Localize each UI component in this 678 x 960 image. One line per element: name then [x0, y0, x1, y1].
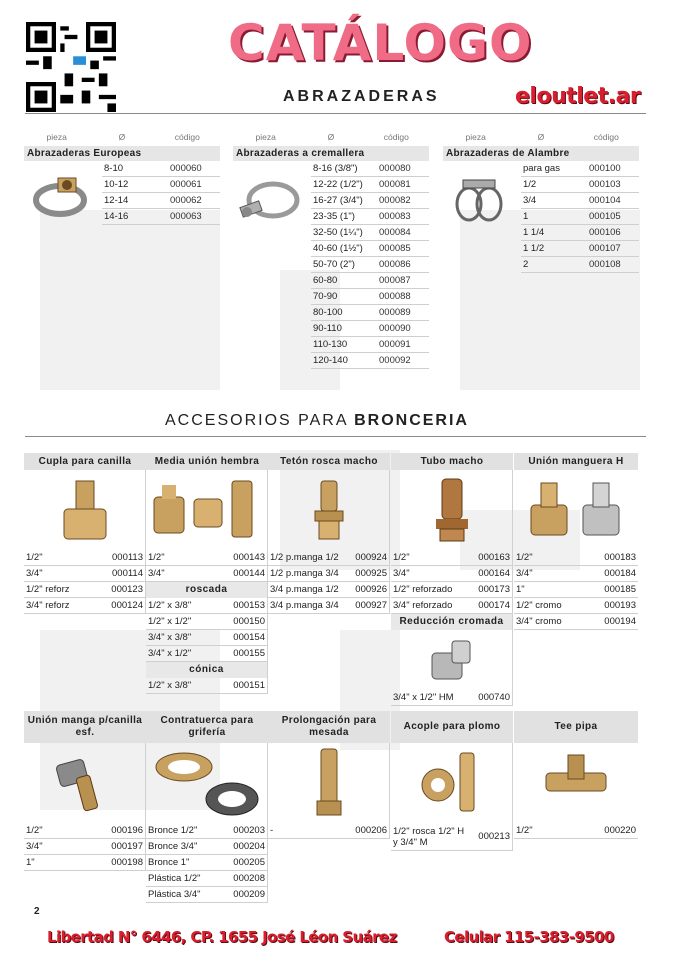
cell-pieza: 1/2"	[516, 552, 533, 563]
table-row	[24, 550, 146, 566]
cell-pieza: 8-10	[104, 163, 124, 174]
product-contratuerca	[146, 711, 268, 903]
cell-pieza: 10-12	[104, 179, 129, 190]
cell-pieza: 3/4" reforz	[26, 600, 70, 611]
cremallera-clamp-image	[237, 168, 303, 228]
table-row	[146, 646, 268, 662]
col-header-diametro: Ø	[327, 132, 335, 142]
tee-image	[536, 745, 616, 821]
prolongacion-image	[309, 745, 349, 821]
cell-codigo: 000144	[233, 568, 265, 579]
cell-pieza: 3/4 p.manga 3/4	[270, 600, 339, 611]
product-tee-pipa	[514, 711, 638, 839]
cell-codigo: 000082	[379, 195, 411, 206]
cell-pieza: 1/2"	[26, 552, 43, 563]
cell-codigo: 000927	[355, 600, 387, 611]
col-header-diametro: Ø	[118, 132, 126, 142]
table-row	[268, 566, 390, 582]
product-title: Tee pipa	[514, 711, 638, 743]
cell-codigo: 000113	[112, 552, 143, 563]
cell-codigo: 000150	[233, 616, 265, 627]
cell-pieza: -	[270, 825, 274, 836]
table-row	[24, 582, 146, 598]
table-row	[311, 353, 429, 369]
cell-pieza: 32-50 (1¼")	[313, 227, 363, 238]
union-manga-image	[50, 748, 120, 818]
cell-pieza: 23-35 (1")	[313, 211, 355, 222]
cell-pieza: 2	[523, 259, 529, 270]
cell-codigo: 000163	[478, 552, 510, 563]
union-manguera-image	[521, 475, 631, 545]
table-row	[146, 887, 268, 903]
table-row	[311, 321, 429, 337]
table-row	[102, 161, 220, 177]
media-union-image	[148, 475, 266, 545]
cell-pieza: 1/2" rosca 1/2" H y 3/4" M	[393, 825, 465, 848]
cell-pieza: Bronce 3/4"	[148, 841, 198, 852]
qr-code-icon	[26, 22, 116, 112]
cell-codigo: 000184	[604, 568, 636, 579]
cell-pieza: 1/2" x 1/2"	[148, 616, 192, 627]
product-image	[514, 743, 638, 823]
cell-codigo: 000740	[478, 692, 510, 703]
cell-codigo: 000173	[478, 584, 510, 595]
cell-codigo: 000194	[604, 616, 636, 627]
cell-codigo: 000151	[233, 680, 265, 691]
col-header-codigo: código	[174, 132, 200, 142]
product-image	[391, 470, 513, 550]
cell-pieza: 3/4" reforzado	[393, 600, 453, 611]
cell-codigo: 000213	[478, 831, 510, 842]
table-row	[146, 566, 268, 582]
product-tubo-macho	[391, 453, 513, 706]
table-row	[146, 823, 268, 839]
product-acople-plomo	[391, 711, 513, 851]
cell-codigo: 000088	[379, 291, 411, 302]
cell-codigo: 000063	[170, 211, 202, 222]
table-row	[311, 193, 429, 209]
subheading-conica: cónica	[146, 662, 268, 678]
cell-codigo: 000185	[604, 584, 636, 595]
cell-pieza: 1/2"	[516, 825, 533, 836]
table-row	[521, 177, 639, 193]
cell-pieza: 80-100	[313, 307, 343, 318]
cell-codigo: 000209	[233, 889, 265, 900]
reduccion-image	[422, 635, 482, 685]
product-cupla-canilla	[24, 453, 146, 614]
product-title: Cupla para canilla	[24, 453, 146, 470]
cell-codigo: 000062	[170, 195, 202, 206]
cell-codigo: 000105	[589, 211, 621, 222]
product-title: Prolongación para mesada	[268, 711, 390, 743]
cell-codigo: 000100	[589, 163, 621, 174]
table-row	[24, 598, 146, 614]
table-row	[311, 241, 429, 257]
product-title: Media unión hembra	[146, 453, 268, 470]
cell-pieza: 1/2" cromo	[516, 600, 562, 611]
product-title: Acople para plomo	[391, 711, 513, 743]
cell-pieza: 3/4" cromo	[516, 616, 562, 627]
cell-codigo: 000154	[233, 632, 265, 643]
cell-codigo: 000193	[604, 600, 636, 611]
cell-pieza: 3/4"	[148, 568, 165, 579]
cell-codigo: 000103	[589, 179, 621, 190]
cell-pieza: 1"	[516, 584, 525, 595]
cell-pieza: 120-140	[313, 355, 348, 366]
cell-codigo: 000083	[379, 211, 411, 222]
cell-pieza: 3/4 p.manga 1/2	[270, 584, 339, 595]
product-image	[146, 470, 268, 550]
cell-codigo: 000090	[379, 323, 411, 334]
table-row	[311, 209, 429, 225]
cell-pieza: 16-27 (3/4")	[313, 195, 363, 206]
col-header-pieza: pieza	[255, 132, 276, 142]
cell-pieza: 40-60 (1½")	[313, 243, 363, 254]
cell-pieza: 12-22 (1/2")	[313, 179, 363, 190]
cell-codigo: 000143	[233, 552, 265, 563]
cell-codigo: 000080	[379, 163, 411, 174]
table-row	[146, 855, 268, 871]
table-row	[102, 177, 220, 193]
cell-pieza: 1/2"	[26, 825, 43, 836]
category-title: Abrazaderas de Alambre	[443, 146, 639, 161]
cell-codigo: 000087	[379, 275, 411, 286]
cell-pieza: 1/2"	[393, 552, 410, 563]
table-row	[521, 161, 639, 177]
cell-pieza: 1/2 p.manga 3/4	[270, 568, 339, 579]
cell-pieza: 1/2" reforz	[26, 584, 70, 595]
divider	[25, 436, 646, 437]
cell-codigo: 000164	[478, 568, 510, 579]
product-teton-rosca-macho	[268, 453, 390, 614]
cell-codigo: 000104	[589, 195, 621, 206]
cell-codigo: 000061	[170, 179, 202, 190]
table-row	[391, 582, 513, 598]
table-row	[311, 177, 429, 193]
cell-codigo: 000091	[379, 339, 411, 350]
cell-codigo: 000106	[589, 227, 621, 238]
cell-codigo: 000114	[112, 568, 143, 579]
table-row	[521, 193, 639, 209]
cell-codigo: 000085	[379, 243, 411, 254]
cell-codigo: 000155	[233, 648, 265, 659]
cell-pieza: 1"	[26, 857, 35, 868]
cell-pieza: 3/4" x 3/8"	[148, 632, 192, 643]
product-prolongacion	[268, 711, 390, 839]
cell-pieza: 3/4"	[393, 568, 410, 579]
table-row	[24, 839, 146, 855]
table-row	[268, 823, 390, 839]
table-row	[514, 598, 638, 614]
alambre-clamp-image	[447, 168, 513, 228]
subheading-reduccion-cromada: Reducción cromada	[391, 614, 513, 630]
contratuerca-image	[148, 745, 266, 821]
table-row	[514, 566, 638, 582]
cell-pieza: 1/2 p.manga 1/2	[270, 552, 339, 563]
cell-pieza: Bronce 1/2"	[148, 825, 198, 836]
cell-codigo: 000081	[379, 179, 411, 190]
table-row	[146, 678, 268, 694]
table-row	[311, 161, 429, 177]
cell-codigo: 000203	[233, 825, 265, 836]
table-row	[311, 225, 429, 241]
cell-pieza: 1 1/4	[523, 227, 545, 238]
table-row	[24, 855, 146, 871]
table-row	[311, 273, 429, 289]
cell-codigo: 000205	[233, 857, 265, 868]
brand-logo[interactable]: eloutlet.ar	[515, 84, 641, 109]
col-header-codigo: código	[593, 132, 619, 142]
cell-codigo: 000220	[604, 825, 636, 836]
table-row	[146, 550, 268, 566]
table-row	[102, 209, 220, 225]
product-media-union-hembra	[146, 453, 268, 694]
cell-codigo: 000208	[233, 873, 265, 884]
cell-pieza: 1 1/2	[523, 243, 545, 254]
cell-pieza: Plástica 1/2"	[148, 873, 201, 884]
cell-pieza: 14-16	[104, 211, 129, 222]
product-title: Tetón rosca macho	[268, 453, 390, 470]
cell-codigo: 000196	[111, 825, 143, 836]
cell-pieza: 110-130	[313, 339, 348, 350]
product-image	[391, 743, 513, 823]
subheading-roscada: roscada	[146, 582, 268, 598]
cell-codigo: 000925	[355, 568, 387, 579]
cell-pieza: 1/2"	[148, 552, 165, 563]
catalog-logo: CATÁLOGO	[228, 14, 533, 72]
teton-image	[299, 475, 359, 545]
table-row	[514, 823, 638, 839]
table-row	[514, 582, 638, 598]
table-row	[391, 598, 513, 614]
cell-pieza: 60-80	[313, 275, 338, 286]
product-image	[391, 630, 513, 690]
cell-codigo: 000198	[111, 857, 143, 868]
table-row	[268, 550, 390, 566]
cell-codigo: 000084	[379, 227, 411, 238]
footer-address: Libertad N° 6446, CP. 1655 José Léon Suárez	[47, 928, 397, 946]
table-row	[146, 614, 268, 630]
table-row	[521, 241, 639, 257]
product-image	[24, 743, 146, 823]
acople-image	[412, 745, 492, 821]
table-row	[521, 225, 639, 241]
table-row	[311, 305, 429, 321]
product-image	[268, 470, 390, 550]
product-image	[514, 470, 638, 550]
cell-pieza: 90-110	[313, 323, 342, 334]
cell-pieza: 3/4" x 1/2" HM	[393, 692, 454, 703]
europea-clamp-image	[28, 168, 94, 228]
cell-codigo: 000124	[111, 600, 143, 611]
cell-codigo: 000108	[589, 259, 621, 270]
cell-pieza: 70-90	[313, 291, 338, 302]
cell-codigo: 000153	[233, 600, 265, 611]
col-header-pieza: pieza	[46, 132, 67, 142]
cell-codigo: 000926	[355, 584, 387, 595]
table-row	[102, 193, 220, 209]
cell-pieza: 3/4"	[516, 568, 533, 579]
product-image	[24, 470, 146, 550]
product-title: Tubo macho	[391, 453, 513, 470]
table-row	[24, 823, 146, 839]
cell-codigo: 000123	[111, 584, 143, 595]
table-row	[311, 257, 429, 273]
footer-phone[interactable]: Celular 115-383-9500	[444, 928, 614, 946]
cell-pieza: 8-16 (3/8")	[313, 163, 358, 174]
product-union-manga	[24, 711, 146, 871]
cell-pieza: 50-70 (2")	[313, 259, 355, 270]
cell-codigo: 000174	[478, 600, 510, 611]
cell-codigo: 000206	[355, 825, 387, 836]
table-abrazaderas-europeas	[24, 132, 220, 225]
cell-pieza: 3/4"	[26, 568, 43, 579]
cell-pieza: para gas	[523, 163, 560, 174]
cell-pieza: 1/2	[523, 179, 537, 190]
product-image	[146, 743, 268, 823]
table-row	[146, 871, 268, 887]
table-row	[514, 614, 638, 630]
cell-codigo: 000183	[604, 552, 636, 563]
table-row	[311, 289, 429, 305]
tubo-image	[422, 475, 482, 545]
cell-codigo: 000089	[379, 307, 411, 318]
cell-pieza: 1	[523, 211, 529, 222]
col-header-codigo: código	[383, 132, 409, 142]
table-row	[391, 690, 513, 706]
col-header-pieza: pieza	[465, 132, 486, 142]
cell-pieza: 1/2" reforzado	[393, 584, 453, 595]
table-row	[391, 550, 513, 566]
cell-codigo: 000060	[170, 163, 202, 174]
category-title: Abrazaderas a cremallera	[233, 146, 429, 161]
cell-pieza: Plástica 3/4"	[148, 889, 201, 900]
cell-codigo: 000086	[379, 259, 411, 270]
product-union-manguera-h	[514, 453, 638, 630]
table-row	[24, 566, 146, 582]
table-row	[391, 823, 513, 851]
table-abrazaderas-alambre	[443, 132, 639, 273]
section-title-accesorios: ACCESORIOS PARA BRONCERIA	[165, 412, 469, 429]
table-row	[521, 257, 639, 273]
product-title: Unión manga p/canilla esf.	[24, 711, 146, 743]
col-header-diametro: Ø	[537, 132, 545, 142]
table-row	[311, 337, 429, 353]
product-title: Contratuerca para grifería	[146, 711, 268, 743]
table-row	[146, 630, 268, 646]
product-title: Unión manguera H	[514, 453, 638, 470]
table-row	[268, 598, 390, 614]
cell-codigo: 000092	[379, 355, 411, 366]
cell-pieza: 12-14	[104, 195, 129, 206]
cell-pieza: 1/2" x 3/8"	[148, 680, 192, 691]
cell-pieza: Bronce 1"	[148, 857, 190, 868]
table-row	[268, 582, 390, 598]
cell-codigo: 000924	[355, 552, 387, 563]
cell-codigo: 000197	[111, 841, 143, 852]
table-row	[146, 839, 268, 855]
product-image	[268, 743, 390, 823]
cell-pieza: 3/4	[523, 195, 537, 206]
section-title-abrazaderas: ABRAZADERAS	[283, 88, 440, 105]
cell-codigo: 000204	[233, 841, 265, 852]
divider	[25, 113, 646, 114]
cell-codigo: 000107	[589, 243, 621, 254]
cell-pieza: 1/2" x 3/8"	[148, 600, 192, 611]
cell-pieza: 3/4" x 1/2"	[148, 648, 192, 659]
cell-pieza: 3/4"	[26, 841, 43, 852]
table-row	[514, 550, 638, 566]
table-row	[391, 566, 513, 582]
table-row	[521, 209, 639, 225]
page-number: 2	[34, 906, 40, 917]
cupla-image	[50, 475, 120, 545]
category-title: Abrazaderas Europeas	[24, 146, 220, 161]
table-row	[146, 598, 268, 614]
table-abrazaderas-cremallera	[233, 132, 429, 369]
